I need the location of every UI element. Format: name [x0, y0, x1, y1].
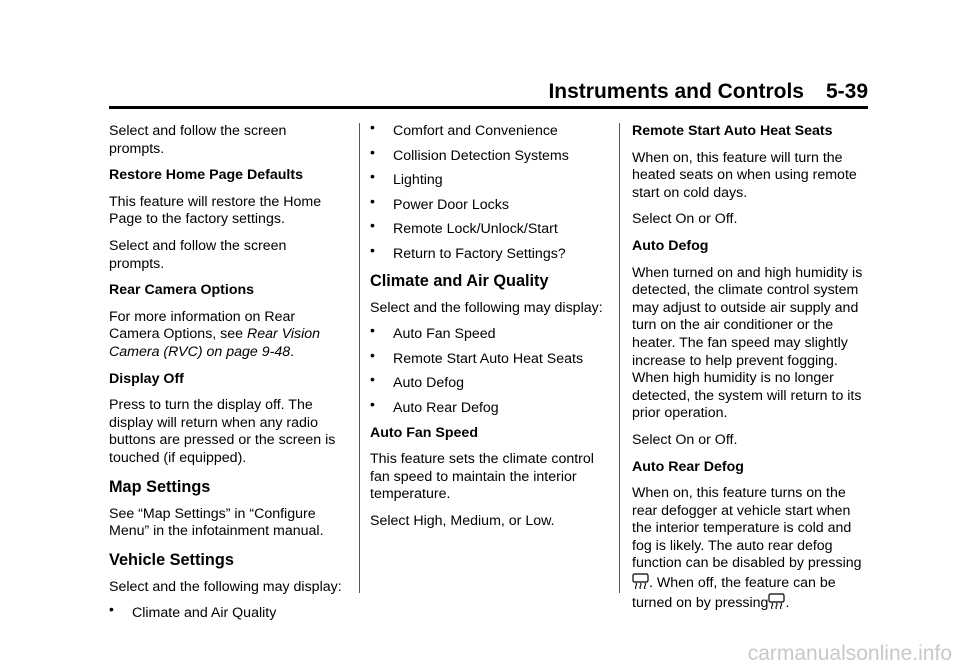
list-item: • Collision Detection Systems — [370, 148, 608, 166]
paragraph: This feature will restore the Home Page to the factory settings. — [109, 193, 322, 228]
text: For more information on Rear Camera Options, see — [109, 308, 296, 343]
heading-map-settings: Map Settings — [109, 477, 211, 496]
subheading-rear-defog: Auto Rear Defog — [632, 458, 744, 475]
list-item: • Power Door Locks — [370, 197, 608, 215]
list-item: • Auto Defog — [370, 375, 608, 393]
subheading-display: Display Off — [109, 370, 184, 387]
subheading-camera: Rear Camera Options — [109, 282, 255, 299]
header-rule — [109, 106, 868, 109]
subheading-heat-seats: Remote Start Auto Heat Seats — [632, 123, 833, 139]
list-item: • Auto Rear Defog — [370, 400, 608, 418]
paragraph: Select High, Medium, or Low. — [370, 512, 555, 529]
subheading-fan: Auto Fan Speed — [370, 424, 478, 441]
rear-defog-icon — [632, 573, 649, 589]
list-item: • Return to Factory Settings? — [370, 246, 608, 264]
paragraph: See “Map Settings” in “Configure Menu” in the infotainment manual. — [109, 505, 324, 540]
list-item: • Remote Start Auto Heat Seats — [370, 351, 608, 369]
text: . — [290, 343, 295, 360]
rear-defog-icon — [768, 593, 785, 609]
list-item: • Climate and Air Quality — [109, 605, 345, 623]
climate-list — [370, 326, 608, 417]
vehicle-settings-list — [109, 605, 345, 623]
paragraph: Select and follow the screen prompts. — [109, 237, 287, 272]
column-divider — [359, 123, 360, 593]
text: . When off, the feature can be turned on by pressing — [632, 575, 836, 611]
column-3 — [632, 123, 868, 621]
subheading-defog: Auto Defog — [632, 237, 709, 254]
paragraph: Select On or Off. — [632, 211, 738, 228]
paragraph: When on, this feature will turn the heated seats on when using remote start on cold days. — [632, 149, 857, 201]
text: When on, this feature turns on the rear defogger at vehicle start when the interior temperature is cold and fog is likely. The auto rear defog function can be disabled by pressing — [632, 485, 862, 572]
list-item: • Auto Fan Speed — [370, 326, 608, 344]
text: . — [785, 594, 790, 611]
paragraph: When turned on and high humidity is detected, the climate control system may adjust to outside air supply and turn on the air conditioner or the heater. The fan speed may slightly increase to help prevent fogging. When high humidity is no longer detected, the system will return to its prior operation. — [632, 264, 863, 422]
paragraph: Select and the following may display: — [370, 299, 603, 316]
column-2 — [370, 123, 608, 540]
paragraph: This feature sets the climate control fan speed to maintain the interior temperature. — [370, 451, 594, 503]
page-number: 5-39 — [825, 80, 868, 103]
paragraph-camera — [109, 309, 345, 362]
list-item: • Lighting — [370, 172, 608, 190]
heading-climate: Climate and Air Quality — [370, 271, 549, 290]
vehicle-settings-list-cont — [370, 123, 608, 264]
watermark: carmanualsonline.info — [747, 642, 952, 665]
list-item: • Remote Lock/Unlock/Start — [370, 221, 608, 239]
header-title: Instruments and Controls — [548, 80, 804, 103]
page-header — [548, 80, 868, 104]
paragraph: Select and follow the screen prompts. — [109, 123, 287, 157]
column-1 — [109, 123, 345, 630]
heading-vehicle-settings: Vehicle Settings — [109, 550, 234, 569]
cross-reference-link[interactable]: Rear Vision Camera (RVC) on page 9-48 — [109, 326, 321, 360]
list-item: • Comfort and Convenience — [370, 123, 608, 141]
paragraph: Select On or Off. — [632, 431, 738, 448]
paragraph: Select and the following may display: — [109, 578, 342, 595]
paragraph-rear-defog — [632, 485, 868, 612]
paragraph: Press to turn the display off. The display will return when any radio buttons are pressed or the screen is touched (if equipped). — [109, 397, 336, 466]
column-divider — [619, 123, 620, 593]
subheading-restore: Restore Home Page Defaults — [109, 167, 303, 184]
